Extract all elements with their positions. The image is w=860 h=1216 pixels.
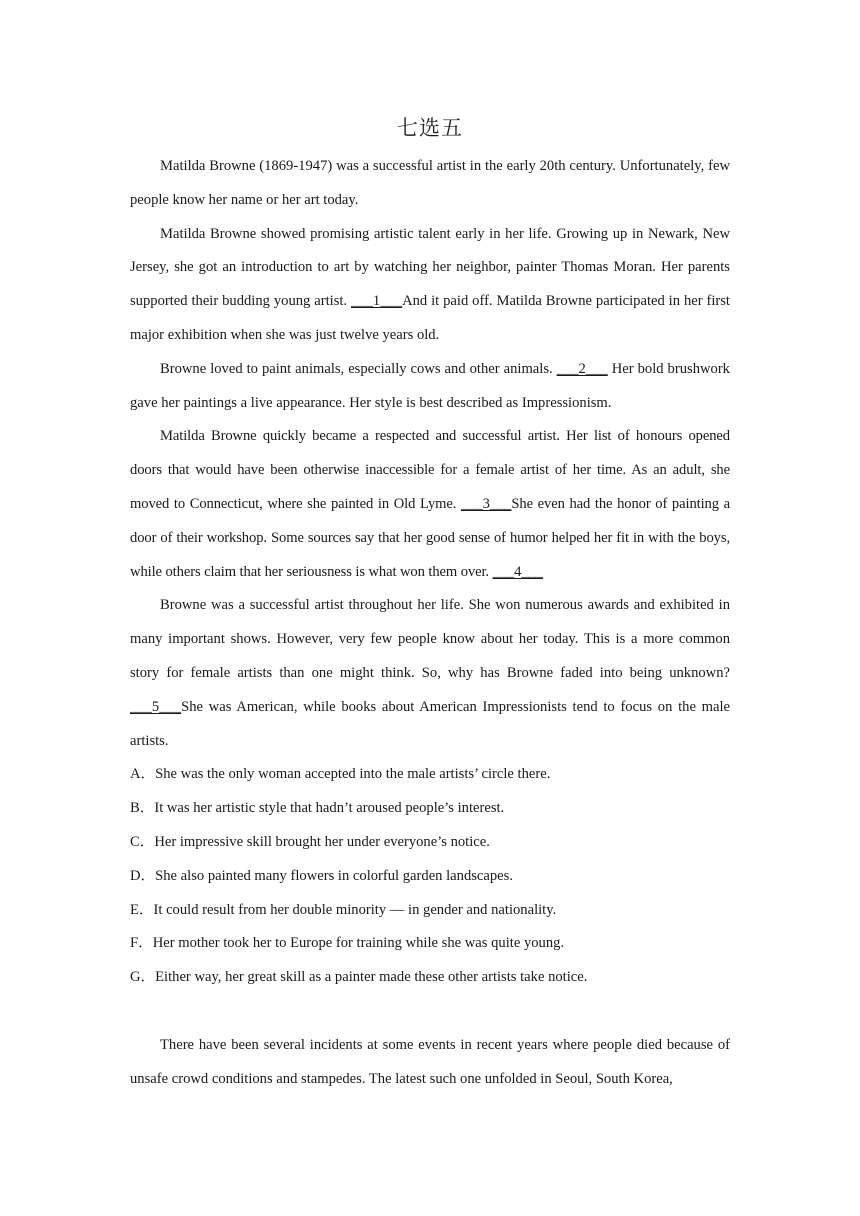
paragraph-text: She was American, while books about American Impressionists tend to focus on the male artists. [130, 698, 730, 749]
paragraph-text: Matilda Browne (1869-1947) was a successful artist in the early 20th century. Unfortunately, few people know her name or her art today. [130, 158, 730, 208]
paragraph-1 [130, 150, 730, 218]
paragraph-text: Her bold brushwork gave her paintings a live appearance. Her style is best described as Impressionism. [130, 360, 730, 411]
paragraph-text: Matilda Browne quickly became a respected and successful artist. Her list of honours opened doors that would have been otherwise inaccessible for a female artist of her time. As an adult, she moved to Connecticut, where she painted in Old Lyme. [130, 428, 730, 512]
blank-1: ___1___ [351, 293, 403, 310]
paragraph-text: Matilda Browne showed promising artistic talent early in her life. Growing up in Newark, New Jersey, she got an introduction to art by watching her neighbor, painter Thomas Moran. Her parents supported their budding young artist. [130, 225, 730, 310]
paragraph-text: Browne was a successful artist throughout her life. She won numerous awards and exhibited in many important shows. However, very few people know about her today. This is a more common story for female artists than one might think. So, why has Browne faded into being unknown? [130, 597, 730, 681]
option-e: E．It could result from her double minority — in gender and nationality. [130, 901, 557, 918]
passage-body [130, 150, 730, 1096]
paragraph-5 [130, 589, 730, 758]
paragraph-text: Browne loved to paint animals, especially cows and other animals. [160, 360, 557, 377]
blank-4: ___4___ [492, 563, 543, 580]
paragraph-text: She even had the honor of painting a door of their workshop. Some sources say that her good sense of humor helped her fit in with the boys, while others claim that her seriousness is what won them over. [130, 495, 730, 580]
page-title: 七选五 [397, 116, 463, 140]
blank-5: ___5___ [130, 698, 182, 715]
paragraph-text: And it paid off. Matilda Browne participated in her first major exhibition when she was just twelve years old. [130, 293, 730, 343]
section-gap [130, 995, 730, 1029]
option-d: D．She also painted many flowers in colorful garden landscapes. [130, 867, 513, 884]
option-b: B．It was her artistic style that hadn’t aroused people’s interest. [130, 800, 505, 817]
option-g: G．Either way, her great skill as a painter made these other artists take notice. [130, 969, 588, 986]
paragraph-passage2-1: There have been several incidents at some events in recent years where people died because of unsafe crowd conditions and stampedes. The latest such one unfolded in Seoul, South Korea, [130, 1036, 730, 1087]
paragraph-2 [130, 218, 730, 353]
paragraph-4 [130, 420, 730, 589]
blank-3: ___3___ [461, 495, 512, 512]
blank-2: ___2___ [556, 360, 608, 377]
paragraph-3 [130, 353, 730, 421]
option-f: F．Her mother took her to Europe for training while she was quite young. [130, 935, 565, 952]
option-c: C．Her impressive skill brought her under everyone’s notice. [130, 833, 490, 850]
option-a: A．She was the only woman accepted into the male artists’ circle there. [130, 766, 551, 783]
